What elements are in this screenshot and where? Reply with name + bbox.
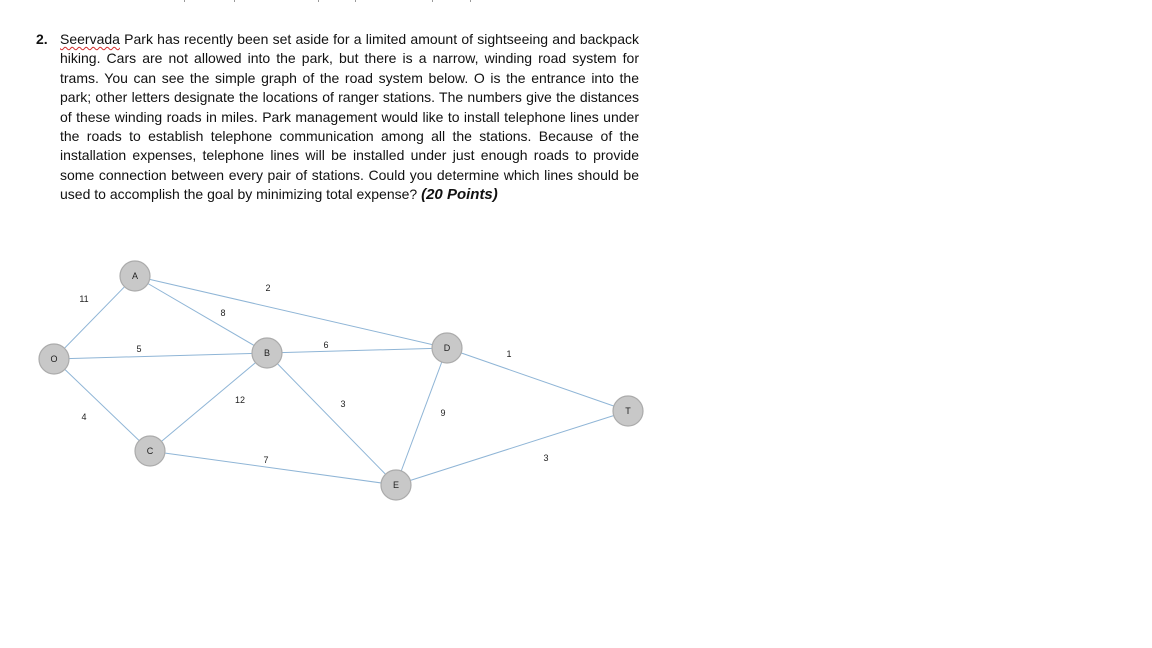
weight-B-D: 6: [323, 340, 329, 350]
edge-D-T: [447, 348, 628, 411]
weight-A-B: 8: [220, 308, 226, 318]
weight-D-E: 9: [440, 408, 446, 418]
node-C-label: C: [146, 446, 154, 456]
node-E-label: E: [392, 480, 400, 490]
node-O: [39, 344, 69, 374]
edge-O-B: [54, 353, 267, 359]
edge-O-A: [54, 276, 135, 359]
weight-E-T: 3: [543, 453, 549, 463]
weight-D-T: 1: [506, 349, 512, 359]
node-D: [432, 333, 462, 363]
weight-O-B: 5: [136, 344, 142, 354]
edge-D-E: [396, 348, 447, 485]
weight-O-A: 11: [79, 294, 89, 304]
edge-A-B: [135, 276, 267, 353]
node-B-label: B: [263, 348, 271, 358]
edge-C-E: [150, 451, 396, 485]
edge-A-D: [135, 276, 447, 348]
node-E: [381, 470, 411, 500]
edge-B-E: [267, 353, 396, 485]
node-T: [613, 396, 643, 426]
edge-B-D: [267, 348, 447, 353]
weight-A-D: 2: [265, 283, 271, 293]
weight-B-C: 12: [234, 395, 246, 405]
misspelled-word[interactable]: Seervada: [60, 31, 120, 47]
edge-E-T: [396, 411, 628, 485]
edge-B-C: [150, 353, 267, 451]
node-A: [120, 261, 150, 291]
question-points: (20 Points): [421, 186, 498, 204]
weight-O-C: 4: [81, 412, 87, 422]
weight-C-E: 7: [263, 455, 269, 465]
node-C: [135, 436, 165, 466]
node-B: [252, 338, 282, 368]
graph-nodes: [39, 261, 643, 500]
weight-B-E: 3: [340, 399, 346, 409]
node-A-label: A: [131, 271, 139, 281]
edge-O-C: [54, 359, 150, 451]
question-number: 2.: [36, 31, 48, 47]
question-body: Park has recently been set aside for a limited amount of sightseeing and backpack hiking. Cars are not allowed into the park, but there is a narrow, winding road system for trams. You can see the simple graph of the road system below. O is the entrance into the park; other letters designate the locations of ranger stations. The numbers give the distances of these winding roads in miles. Park management would like to install telephone lines under the roads to establish telephone communication among all the stations. Because of the installation expenses, telephone lines will be installed under just enough roads to provide some connection between every pair of stations. Could you determine which lines should be used to accomplish the goal by minimizing total expense?: [60, 31, 639, 203]
node-D-label: D: [443, 343, 451, 353]
node-O-label: O: [50, 354, 58, 364]
node-T-label: T: [625, 406, 631, 416]
